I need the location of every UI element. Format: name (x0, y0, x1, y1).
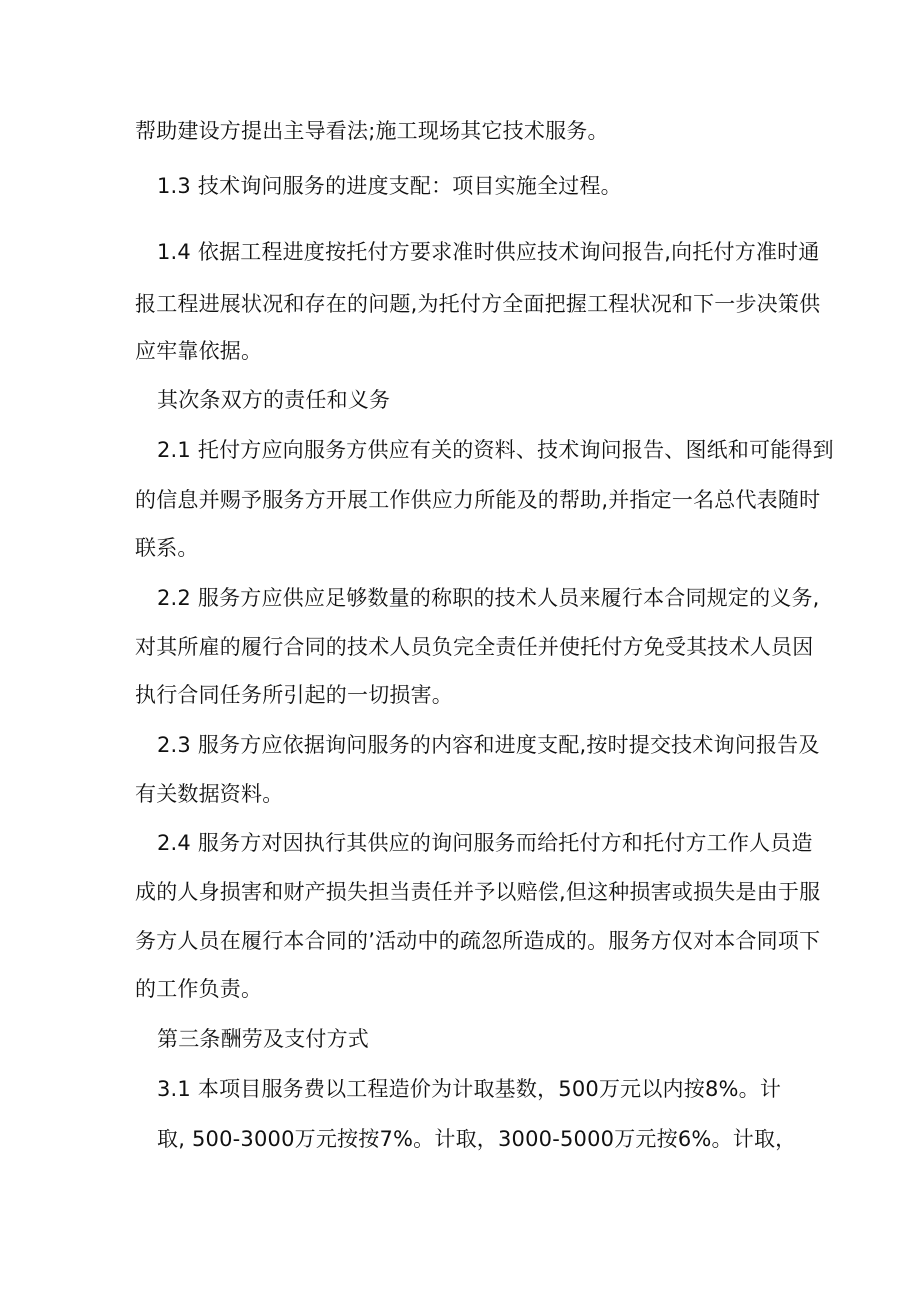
paragraph-2-1-line-1: 2.1 托付方应向服务方供应有关的资料、技术询问报告、图纸和可能得到 (157, 438, 834, 462)
paragraph-2-4-line-3: 务方人员在履行本合同的’活动中的疏忽所造成的。服务方仅对本合同项下 (135, 929, 821, 953)
paragraph-1-4-line-2: 报工程进展状况和存在的问题,为托付方全面把握工程状况和下一步决策供 (135, 292, 821, 316)
paragraph-1-4-line-1: 1.4 依据工程进度按托付方要求准时供应技术询问报告,向托付方准时通 (157, 240, 820, 264)
paragraph-1-3-line-1: 1.3 技术询问服务的进度支配：项目实施全过程。 (157, 174, 622, 198)
paragraph-2-2-line-2: 对其所雇的履行合同的技术人员负完全责任并使托付方免受其技术人员因 (135, 635, 814, 659)
paragraph-2-3-line-2: 有关数据资料。 (135, 782, 284, 806)
paragraph-2-3-line-1: 2.3 服务方应依据询问服务的内容和进度支配,按时提交技术询问报告及 (157, 733, 820, 757)
paragraph-2-1-line-2: 的信息并赐予服务方开展工作供应力所能及的帮助,并指定一名总代表随时 (135, 488, 821, 512)
paragraph-3-1-line-2: 取, 500-3000万元按按7%。计取，3000-5000万元按6%。计取， (157, 1127, 797, 1151)
paragraph-2-4-line-1: 2.4 服务方对因执行其供应的询问服务而给托付方和托付方工作人员造 (157, 831, 813, 855)
paragraph-2-1-line-3: 联系。 (135, 536, 199, 560)
paragraph-2-4-line-4: 的工作负责。 (135, 977, 263, 1001)
paragraph-2-2-line-1: 2.2 服务方应供应足够数量的称职的技术人员来履行本合同规定的义务, (157, 586, 820, 610)
paragraph-2-2-line-3: 执行合同任务所引起的一切损害。 (135, 683, 453, 707)
paragraph-2-4-line-2: 成的人身损害和财产损失担当责任并予以赔偿,但这种损害或损失是由于服 (135, 880, 821, 904)
section-2-heading: 其次条双方的责任和义务 (157, 388, 391, 412)
section-3-heading: 第三条酬劳及支付方式 (157, 1027, 369, 1051)
paragraph-1-4-line-3: 应牢靠依据。 (135, 339, 263, 363)
paragraph-3-1-line-1: 3.1 本项目服务费以工程造价为计取基数，500万元以内按8%。计 (157, 1077, 782, 1101)
paragraph-1-2-line-1: 帮助建设方提出主导看法;施工现场其它技术服务。 (135, 119, 609, 143)
